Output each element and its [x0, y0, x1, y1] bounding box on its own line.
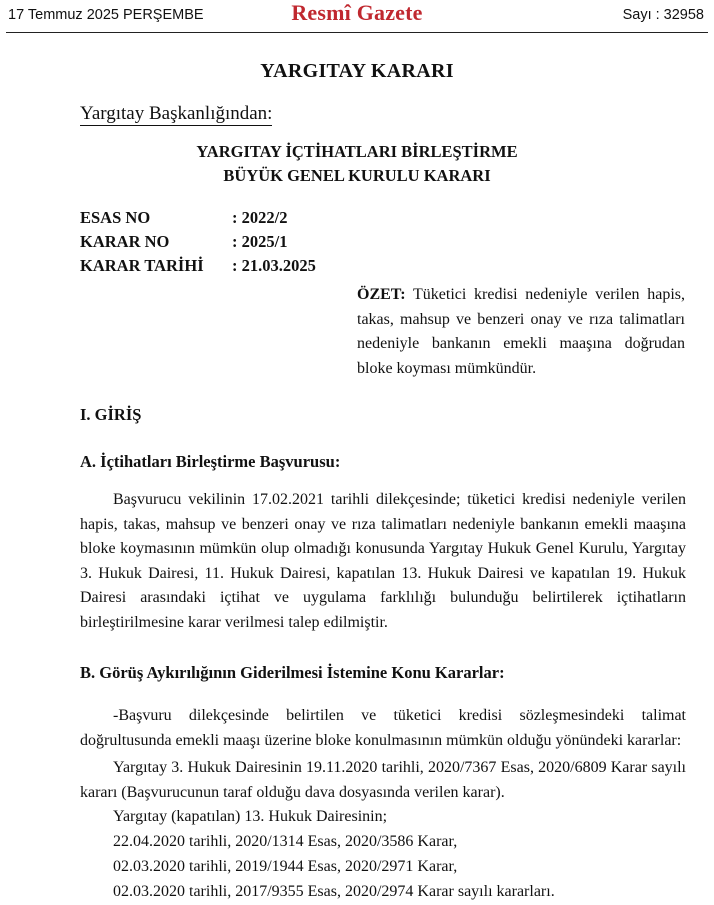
council-heading	[0, 140, 714, 188]
section-b-heading: B. Görüş Aykırılığının Giderilmesi İstemine Konu Kararlar:	[80, 663, 505, 682]
council-line-1: YARGITAY İÇTİHATLARI BİRLEŞTİRME	[196, 142, 518, 161]
issue-number: Sayı : 32958	[622, 7, 704, 23]
council-line-2: BÜYÜK GENEL KURULU KARARI	[223, 166, 491, 185]
issuer-line	[80, 103, 272, 125]
meta-row-tarih	[80, 254, 316, 278]
gazette-header	[0, 0, 714, 34]
gazette-title: Resmî Gazete	[291, 0, 423, 25]
decision-metadata	[80, 206, 316, 278]
meta-row-karar	[80, 230, 316, 254]
decision-list-item: 22.04.2020 tarihli, 2020/1314 Esas, 2020/3586 Karar,	[113, 833, 458, 850]
summary-label: ÖZET:	[357, 286, 406, 303]
meta-value: : 2025/1	[232, 232, 288, 251]
decision-list-item: 02.03.2020 tarihli, 2019/1944 Esas, 2020/2971 Karar,	[113, 858, 458, 875]
header-date: 17 Temmuz 2025 PERŞEMBE	[8, 7, 204, 23]
meta-label: ESAS NO	[80, 208, 151, 227]
paragraph-application: Başvurucu vekilinin 17.02.2021 tarihli dilekçesinde; tüketici kredisi nedeniyle verilen hapis, takas, mahsup ve benzeri onay ve rıza talimatları nedeniyle bankanın emekli maaşına bloke koymasının mümkün olup olmadığı konusunda Yargıtay Hukuk Genel Kurulu, Yargıtay 3. Hukuk Dairesi, 11. Hukuk Dairesi, kapatılan 13. Hukuk Dairesi ve kapatılan 19. Hukuk Dairesi arasındaki içtihat ve uygulama farklılığı bulunduğu belirtilerek içtihatların birleştirilmesine karar verilmesi talep edilmiştir.	[80, 491, 686, 631]
header-divider	[6, 32, 708, 33]
paragraph-decision-3hd: Yargıtay 3. Hukuk Dairesinin 19.11.2020 tarihli, 2020/7367 Esas, 2020/6809 Karar sayılı kararı (Başvurucunun taraf olduğu dava dosyasında verilen karar).	[80, 759, 686, 801]
issuer-text: Yargıtay Başkanlığından:	[80, 103, 273, 124]
section-introduction-heading: I. GİRİŞ	[80, 405, 142, 424]
meta-label: KARAR TARİHİ	[80, 256, 204, 275]
page-title: YARGITAY KARARI	[260, 60, 454, 82]
meta-value: : 21.03.2025	[232, 256, 316, 275]
summary-text: Tüketici kredisi nedeniyle verilen hapis, takas, mahsup ve benzeri onay ve rıza talimatları nedeniyle bankanın emekli maaşına doğrudan bloke koyması mümkündür.	[357, 286, 686, 377]
summary-block	[357, 283, 685, 381]
meta-label: KARAR NO	[80, 232, 170, 251]
decision-list-item: 02.03.2020 tarihli, 2017/9355 Esas, 2020/2974 Karar sayılı kararları.	[113, 883, 555, 900]
meta-value: : 2022/2	[232, 208, 288, 227]
paragraph-decisions-intro: -Başvuru dilekçesinde belirtilen ve tüketici kredisi sözleşmesindeki talimat doğrultusunda emekli maaşı üzerine bloke konulmasının mümkün olduğu yönündeki kararlar:	[80, 707, 686, 749]
decision-list-intro: Yargıtay (kapatılan) 13. Hukuk Dairesinin;	[113, 808, 388, 825]
section-a-heading: A. İçtihatları Birleştirme Başvurusu:	[80, 452, 341, 471]
meta-row-esas	[80, 206, 316, 230]
